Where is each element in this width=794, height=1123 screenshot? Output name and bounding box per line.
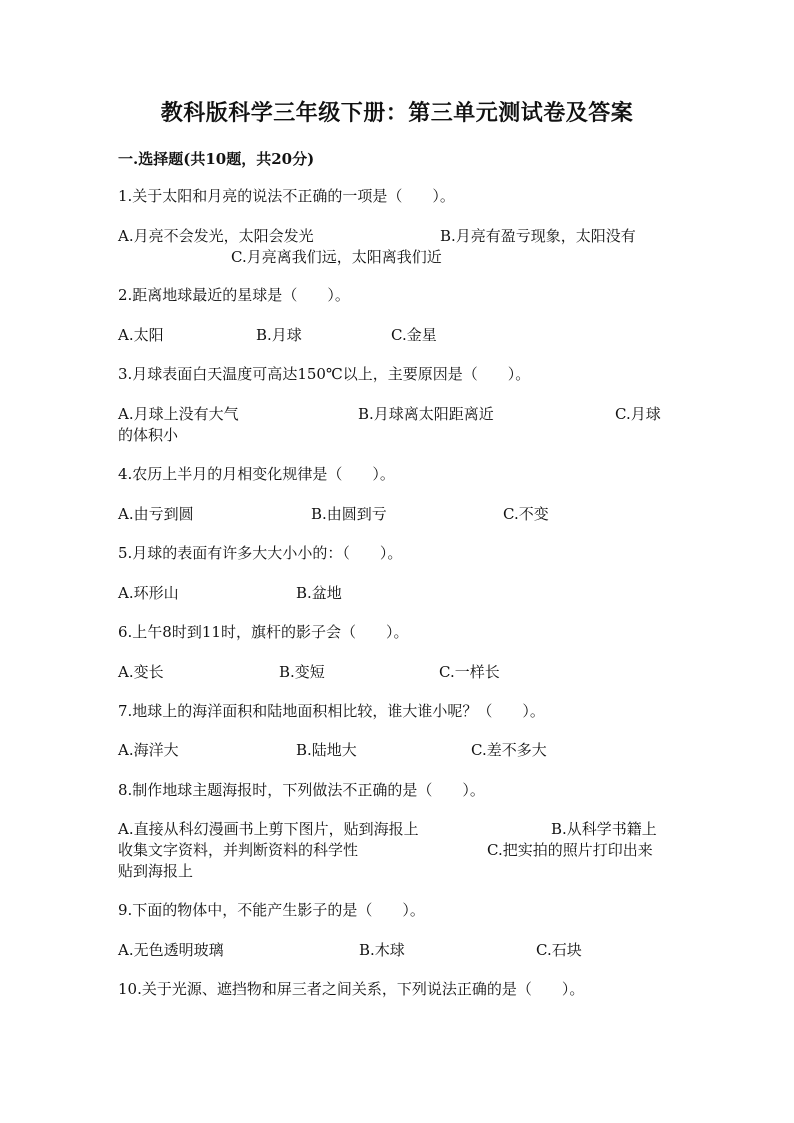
question-4-option-b: B.由圆到亏 [311,505,387,523]
question-1-option-c: C.月亮离我们远，太阳离我们近 [231,248,442,266]
question-8-option-b: B.从科学书籍上 [551,820,657,838]
question-8-option-c: C.把实拍的照片打印出来 [487,841,653,859]
document-title: 教科版科学三年级下册：第三单元测试卷及答案 [160,100,634,126]
question-5-option-a: A.环形山 [118,584,179,602]
question-9-option-b: B.木球 [359,941,405,959]
question-8-stem: 8.制作地球主题海报时，下列做法不正确的是（ ）。 [118,781,485,799]
question-8-option-c-continued: 贴到海报上 [118,862,194,880]
question-5-option-b: B.盆地 [296,584,342,602]
question-6-stem: 6.上午8时到11时，旗杆的影子会（ ）。 [118,623,409,641]
question-8-option-b-continued: 收集文字资料，并判断资料的科学性 [118,841,359,859]
question-5-stem: 5.月球的表面有许多大大小小的：（ ）。 [118,544,403,562]
question-3-stem: 3.月球表面白天温度可高达150℃以上，主要原因是（ ）。 [118,365,531,383]
question-3-option-a: A.月球上没有大气 [118,405,239,423]
question-9-stem: 9.下面的物体中，不能产生影子的是（ ）。 [118,901,425,919]
question-1-option-b: B.月亮有盈亏现象，太阳没有 [440,227,636,245]
question-3-option-c: C.月球 [615,405,661,423]
question-9-option-a: A.无色透明玻璃 [118,941,224,959]
question-9-option-c: C.石块 [536,941,582,959]
question-2-option-b: B.月球 [256,326,302,344]
question-6-option-c: C.一样长 [439,663,500,681]
section-heading: 一.选择题(共10题，共20分) [118,150,315,168]
question-7-stem: 7.地球上的海洋面积和陆地面积相比较，谁大谁小呢？（ ）。 [118,702,545,720]
question-8-option-a: A.直接从科幻漫画书上剪下图片，贴到海报上 [118,820,419,838]
question-4-option-a: A.由亏到圆 [118,505,194,523]
question-2-option-c: C.金星 [391,326,437,344]
question-1-stem: 1.关于太阳和月亮的说法不正确的一项是（ ）。 [118,187,455,205]
question-2-option-a: A.太阳 [118,326,164,344]
question-7-option-a: A.海洋大 [118,741,179,759]
question-6-option-b: B.变短 [279,663,325,681]
question-7-option-b: B.陆地大 [296,741,357,759]
question-1-option-a: A.月亮不会发光，太阳会发光 [118,227,314,245]
question-3-option-b: B.月球离太阳距离近 [358,405,494,423]
question-2-stem: 2.距离地球最近的星球是（ ）。 [118,286,350,304]
question-7-option-c: C.差不多大 [471,741,547,759]
question-4-option-c: C.不变 [503,505,549,523]
question-6-option-a: A.变长 [118,663,164,681]
question-3-option-c-continued: 的体积小 [118,426,179,444]
question-4-stem: 4.农历上半月的月相变化规律是（ ）。 [118,465,395,483]
question-10-stem: 10.关于光源、遮挡物和屏三者之间关系，下列说法正确的是（ ）。 [118,980,585,998]
